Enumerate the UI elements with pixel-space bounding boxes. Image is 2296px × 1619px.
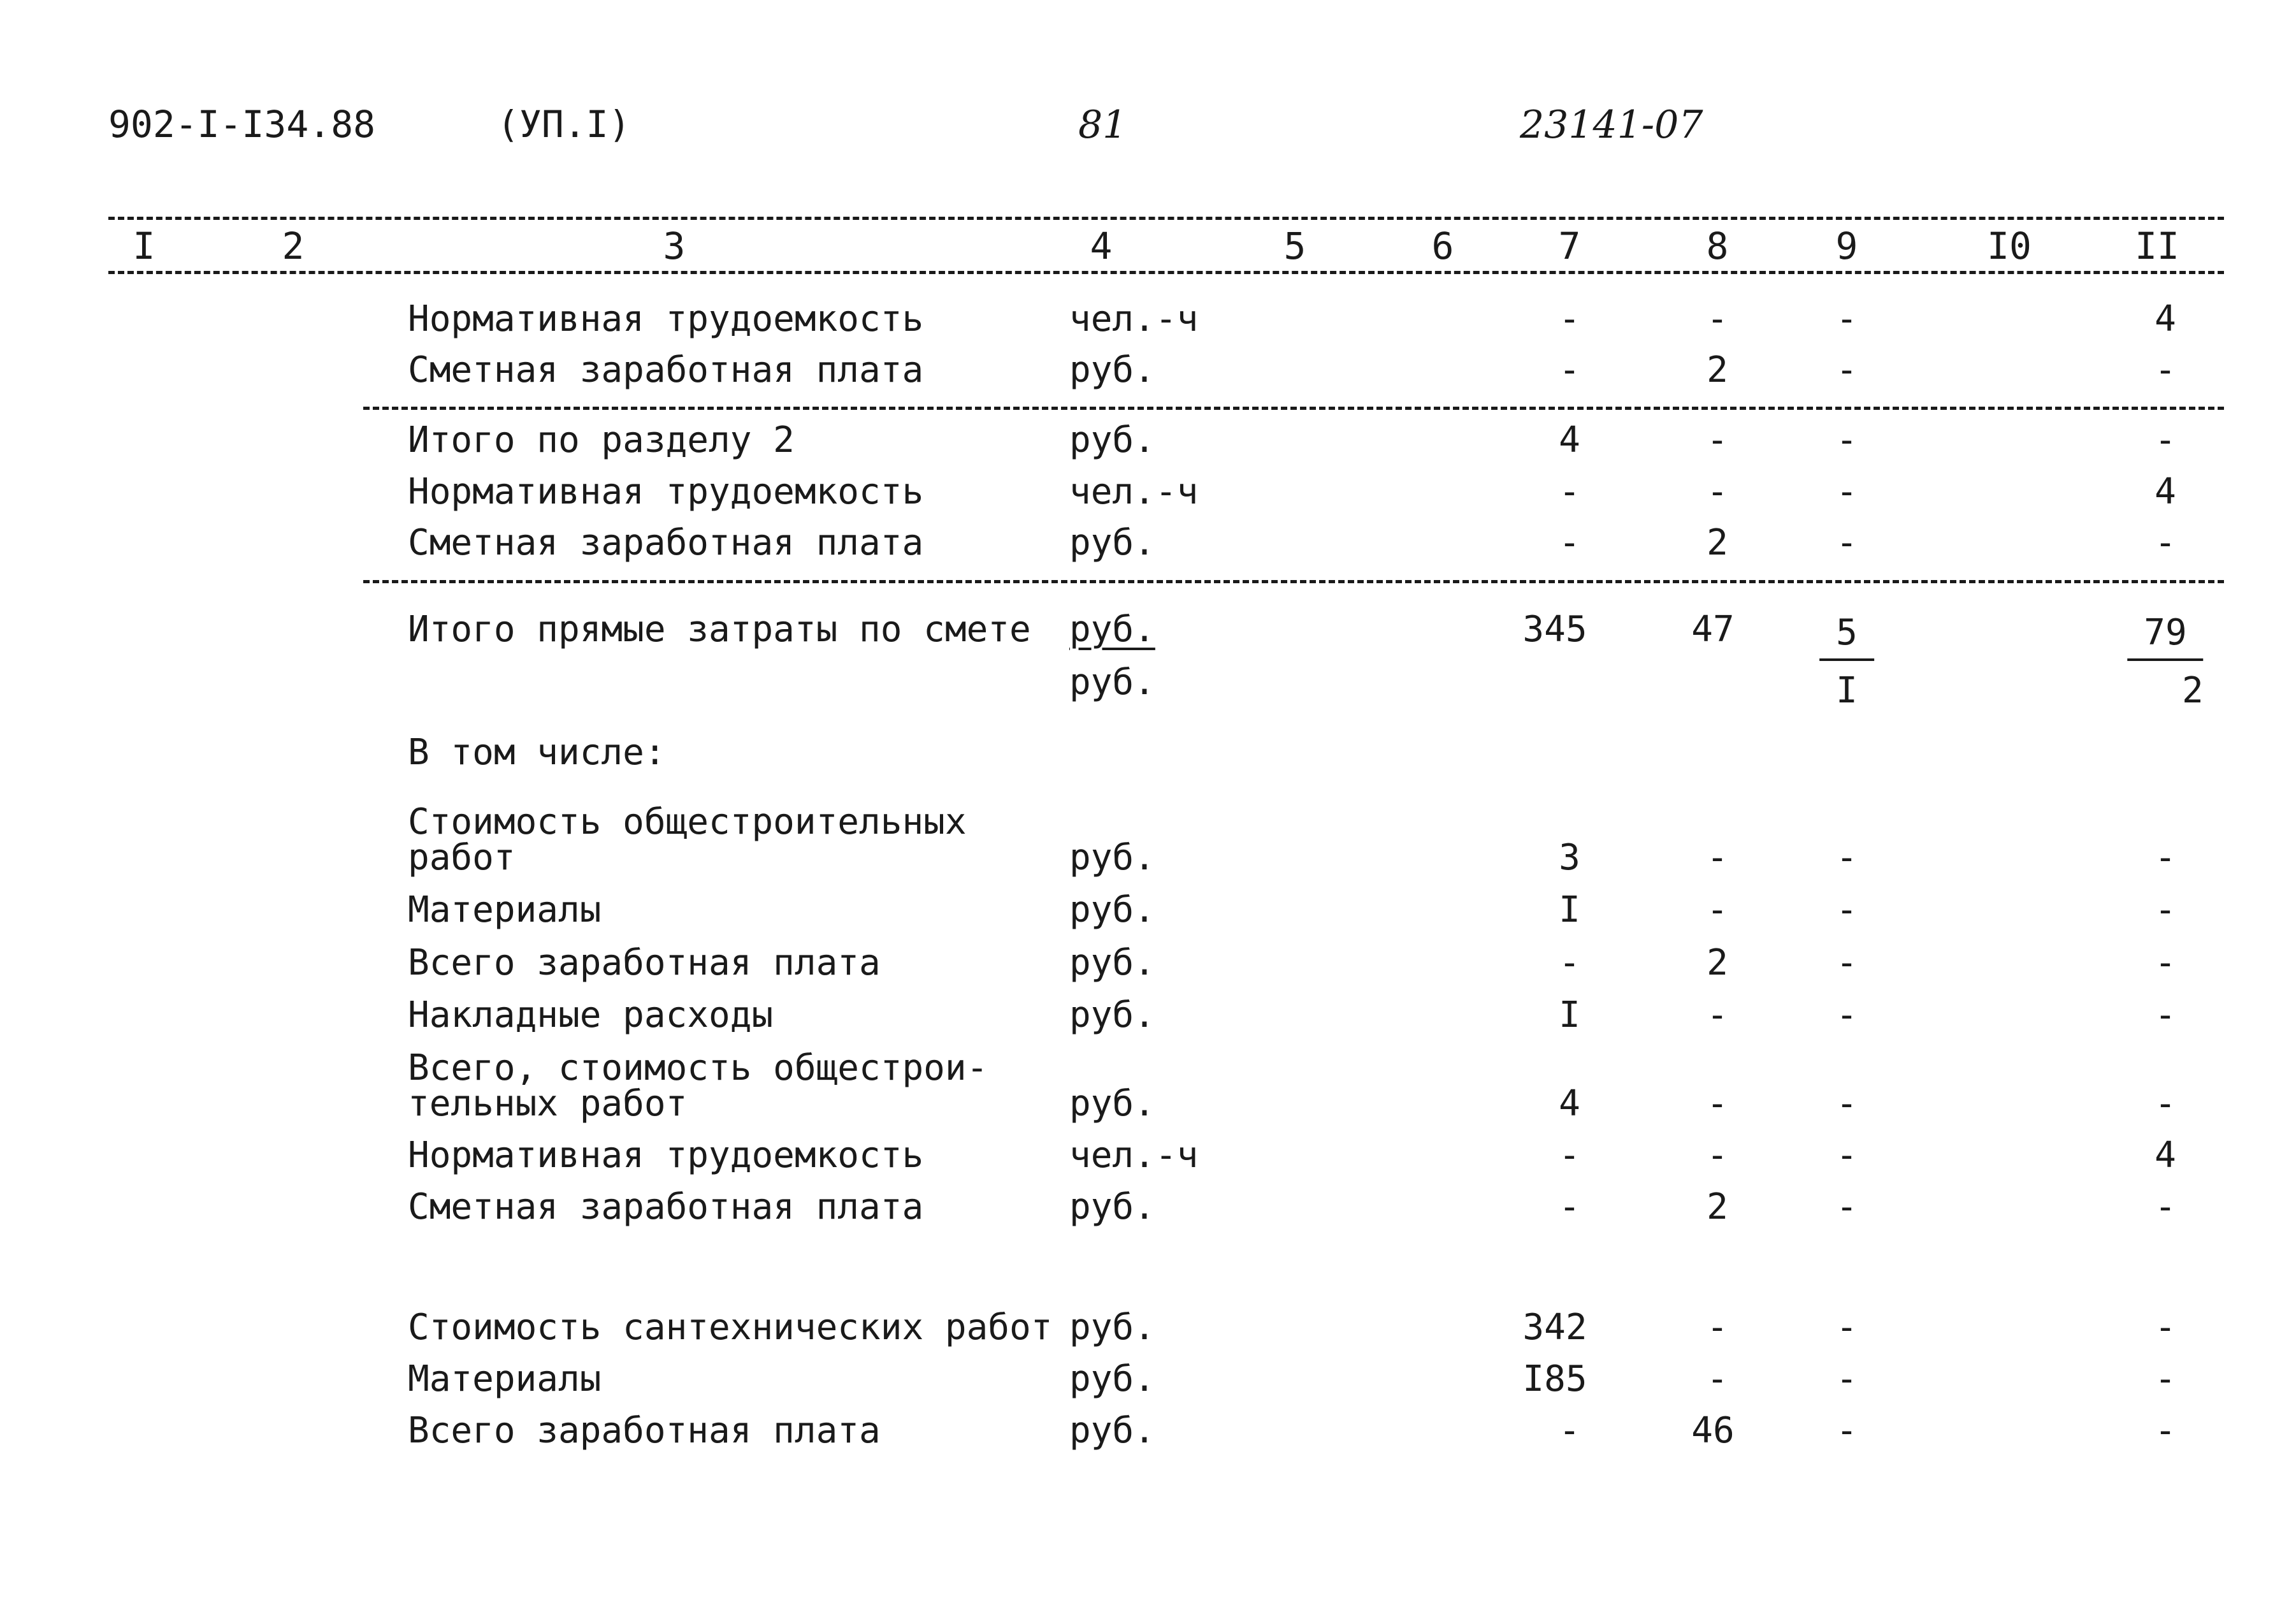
row-unit: руб.	[1069, 1307, 1155, 1348]
cell-col9: -	[1836, 1186, 1858, 1228]
cell-col8: 2	[1707, 942, 1728, 984]
column-number-6: 6	[1431, 224, 1454, 268]
cell-col7: 342	[1522, 1307, 1587, 1348]
cell-col9: -	[1836, 522, 1858, 563]
cell-col11: -	[2155, 419, 2176, 461]
cell-col8: -	[1707, 298, 1728, 340]
row-label-line2: работ	[408, 837, 516, 878]
cell-col9: -	[1836, 1307, 1858, 1348]
row-label: Нормативная трудоемкость	[408, 1135, 924, 1176]
column-number-1: I	[133, 224, 155, 268]
cell-col7: -	[1559, 942, 1580, 984]
row-label: Сметная заработная плата	[408, 349, 924, 391]
header-bottom-rule	[108, 271, 2224, 274]
direct-costs-label: Итого прямые затраты по смете	[408, 609, 1031, 650]
total-separator-rule	[363, 580, 2224, 583]
column-number-7: 7	[1558, 224, 1581, 268]
cell-col7: I85	[1522, 1358, 1587, 1400]
row-label-line1: Всего, стоимость общестрои-	[408, 1047, 988, 1089]
cell-col7: 4	[1559, 1083, 1580, 1124]
cell-col7: 3	[1559, 837, 1580, 878]
cell-col9: -	[1836, 419, 1858, 461]
document-number: 23141-07	[1520, 103, 1703, 147]
cell-col7: -	[1559, 471, 1580, 512]
row-label: Нормативная трудоемкость	[408, 298, 924, 340]
cell-col7: -	[1559, 1135, 1580, 1176]
cell-col8: -	[1707, 1135, 1728, 1176]
fraction-numerator: 79	[2127, 612, 2203, 661]
row-unit: руб.	[1069, 1358, 1155, 1400]
cell-col9: -	[1836, 349, 1858, 391]
row-unit: руб.	[1069, 419, 1155, 461]
cell-col7: -	[1559, 349, 1580, 391]
page-number: 81	[1078, 103, 1127, 147]
cell-col7: -	[1559, 1186, 1580, 1228]
cell-col7: -	[1559, 522, 1580, 563]
row-unit: чел.-ч	[1069, 1135, 1199, 1176]
cell-col11: 4	[2155, 471, 2176, 512]
row-unit: руб.	[1069, 889, 1155, 931]
cell-col9: -	[1836, 1410, 1858, 1451]
row-label: Итого по разделу 2	[408, 419, 795, 461]
row-label: Материалы	[408, 889, 602, 931]
cell-col8: -	[1707, 1083, 1728, 1124]
cell-col9: -	[1836, 837, 1858, 878]
cell-col9: -	[1836, 942, 1858, 984]
column-number-4: 4	[1090, 224, 1113, 268]
column-number-2: 2	[282, 224, 305, 268]
cell-col9: -	[1836, 1083, 1858, 1124]
cell-col7: I	[1559, 889, 1580, 931]
direct-costs-col9-fraction	[1819, 612, 1874, 711]
row-unit: чел.-ч	[1069, 298, 1199, 340]
including-label: В том числе:	[408, 732, 666, 773]
row-unit: руб.	[1069, 942, 1155, 984]
cell-col11: -	[2155, 349, 2176, 391]
row-unit: руб.	[1069, 837, 1155, 878]
fraction-numerator: 5	[1819, 612, 1874, 661]
album-number: (УП.I)	[497, 103, 631, 146]
column-number-9: 9	[1835, 224, 1858, 268]
cell-col11: 4	[2155, 298, 2176, 340]
column-number-3: 3	[663, 224, 686, 268]
cell-col8: -	[1707, 1307, 1728, 1348]
row-unit: руб.	[1069, 1410, 1155, 1451]
cell-col11: -	[2155, 1358, 2176, 1400]
document-code: 902-I-I34.88	[108, 103, 376, 146]
cell-col11: -	[2155, 889, 2176, 931]
direct-costs-col7: 345	[1522, 609, 1587, 650]
cell-col8: -	[1707, 471, 1728, 512]
cell-col11: -	[2155, 1083, 2176, 1124]
cell-col8: 2	[1707, 349, 1728, 391]
cell-col11: 4	[2155, 1135, 2176, 1176]
row-label: Накладные расходы	[408, 994, 774, 1036]
direct-costs-col11-fraction	[2127, 612, 2203, 711]
row-label: Сметная заработная плата	[408, 1186, 924, 1228]
cell-col8: -	[1707, 889, 1728, 931]
cell-col9: -	[1836, 889, 1858, 931]
row-label: Всего заработная плата	[408, 1410, 881, 1451]
header-top-rule	[108, 217, 2224, 220]
row-label-line1: Стоимость общестроительных	[408, 801, 967, 843]
cell-col8: -	[1707, 1358, 1728, 1400]
cell-col9: -	[1836, 1135, 1858, 1176]
fraction-denominator: I	[1836, 670, 1858, 711]
cell-col8: 2	[1707, 522, 1728, 563]
column-number-11: II	[2135, 224, 2179, 268]
cell-col7: -	[1559, 1410, 1580, 1451]
column-number-5: 5	[1283, 224, 1306, 268]
row-label-line2: тельных работ	[408, 1083, 688, 1124]
cell-col7: 4	[1559, 419, 1580, 461]
fraction-denominator: 2	[2182, 670, 2204, 711]
row-unit: руб.	[1069, 1083, 1155, 1124]
row-unit: руб.	[1069, 349, 1155, 391]
cell-col8: -	[1707, 837, 1728, 878]
row-label: Материалы	[408, 1358, 602, 1400]
row-unit: руб.	[1069, 1186, 1155, 1228]
cell-col8: 2	[1707, 1186, 1728, 1228]
cell-col11: -	[2155, 1410, 2176, 1451]
row-unit: руб.	[1069, 994, 1155, 1036]
cell-col11: -	[2155, 994, 2176, 1036]
row-unit: руб.	[1069, 522, 1155, 563]
direct-costs-unit-top: руб.	[1069, 609, 1155, 650]
cell-col9: -	[1836, 471, 1858, 512]
cell-col8: 46	[1691, 1410, 1735, 1451]
cell-col11: -	[2155, 1186, 2176, 1228]
row-label: Всего заработная плата	[408, 942, 881, 984]
cell-col11: -	[2155, 1307, 2176, 1348]
cell-col11: -	[2155, 522, 2176, 563]
cell-col7: I	[1559, 994, 1580, 1036]
direct-costs-col8: 47	[1691, 609, 1735, 650]
row-label: Стоимость сантехнических работ	[408, 1307, 1053, 1348]
cell-col9: -	[1836, 298, 1858, 340]
cell-col11: -	[2155, 942, 2176, 984]
cell-col8: -	[1707, 994, 1728, 1036]
direct-costs-unit-bottom: руб.	[1069, 662, 1155, 703]
row-label: Нормативная трудоемкость	[408, 471, 924, 512]
cell-col9: -	[1836, 994, 1858, 1036]
section-separator-rule	[363, 407, 2224, 410]
row-unit: чел.-ч	[1069, 471, 1199, 512]
cell-col11: -	[2155, 837, 2176, 878]
column-number-10: I0	[1987, 224, 2032, 268]
cell-col7: -	[1559, 298, 1580, 340]
cell-col8: -	[1707, 419, 1728, 461]
column-number-8: 8	[1706, 224, 1729, 268]
cell-col9: -	[1836, 1358, 1858, 1400]
row-label: Сметная заработная плата	[408, 522, 924, 563]
